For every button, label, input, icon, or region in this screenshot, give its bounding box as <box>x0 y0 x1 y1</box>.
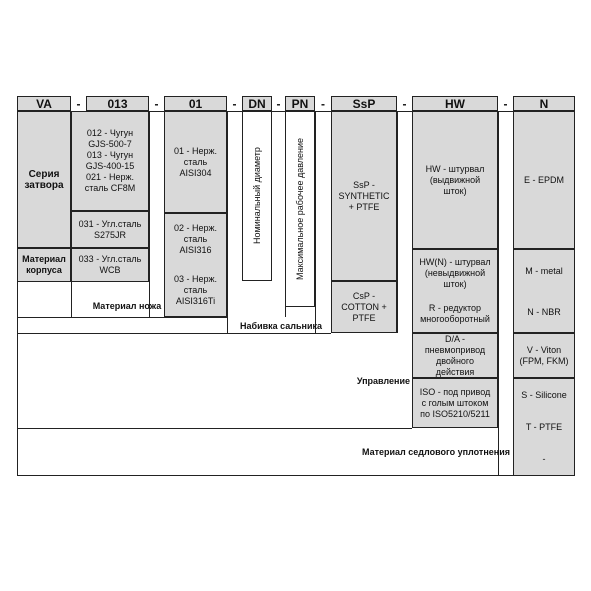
packing-item: CsP - COTTON + PTFE <box>331 281 397 333</box>
header-dash: - <box>503 96 508 111</box>
packing-label: Набивка сальника <box>240 320 322 331</box>
actuator-item: HW - штурвал (выдвижной шток) <box>412 111 498 249</box>
bracket-line <box>17 317 227 318</box>
pn-cell <box>285 111 315 307</box>
dn-cell <box>242 111 272 281</box>
dn-label: Номинальный диаметр <box>252 147 262 245</box>
body-material-item: 031 - Угл.сталь S275JR <box>71 211 149 248</box>
body-material-item: 012 - Чугун GJS-500-7 <box>86 128 134 149</box>
bracket-line <box>17 428 412 429</box>
actuator-item: R - редуктор многооборотный <box>420 303 490 325</box>
body-material-item: 033 - Угл.сталь WCB <box>71 248 149 282</box>
header-013: 013 <box>86 96 149 111</box>
bracket-line <box>149 111 150 317</box>
body-material-label: Материал корпуса <box>17 248 71 282</box>
body-material-group <box>71 111 149 211</box>
seal-item: M - metal <box>525 265 563 276</box>
pn-label: Максимальное рабочее давление <box>295 137 305 281</box>
body-material-item: 021 - Нерж. сталь CF8M <box>84 172 136 193</box>
seal-group <box>513 249 575 333</box>
body-material-item: 013 - Чугун GJS-400-15 <box>85 150 135 171</box>
header-ssp: SsP <box>331 96 397 111</box>
actuator-group <box>412 249 498 333</box>
header-dash: - <box>232 96 237 111</box>
seal-item: N - NBR <box>527 306 561 317</box>
bracket-line <box>227 111 228 333</box>
header-dn: DN <box>242 96 272 111</box>
header-pn: PN <box>285 96 315 111</box>
header-hw: HW <box>412 96 498 111</box>
header-dash: - <box>321 96 325 111</box>
header-dash: - <box>154 96 159 111</box>
bracket-line <box>17 333 331 334</box>
disc-material-item: 02 - Нерж. сталь AISI316 <box>173 223 218 255</box>
disc-material-item: 01 - Нерж. сталь AISI304 <box>164 111 227 213</box>
header-n: N <box>513 96 575 111</box>
bracket-line <box>498 111 499 476</box>
series-label: Серия затвора <box>17 111 71 248</box>
header-dash: - <box>402 96 407 111</box>
header-dash: - <box>276 96 281 111</box>
disc-material-label: Материал ножа <box>92 300 162 311</box>
seal-item: E - EPDM <box>513 111 575 249</box>
header-dash: - <box>76 96 81 111</box>
bracket-line <box>397 111 398 333</box>
seal-item: V - Viton (FPM, FKM) <box>513 333 575 378</box>
bracket-line <box>315 111 316 333</box>
actuator-item: ISO - под привод с голым штоком по ISO5210/5211 <box>412 378 498 428</box>
seal-group <box>513 378 575 476</box>
header-01: 01 <box>164 96 227 111</box>
seal-item: S - Silicone <box>521 390 567 400</box>
actuator-label: Управление <box>356 375 410 386</box>
header-va: VA <box>17 96 71 111</box>
seal-label: Материал седлового уплотнения <box>361 446 510 457</box>
actuator-item: HW(N) - штурвал (невыдвижной шток) <box>419 256 491 289</box>
disc-material-item: 03 - Нерж. сталь AISI316Ti <box>173 274 218 306</box>
seal-item: T - PTFE <box>525 422 563 432</box>
seal-item: - <box>542 454 546 464</box>
actuator-item: D/A - пневмопривод двойного действия <box>412 333 498 378</box>
packing-item: SsP - SYNTHETIC + PTFE <box>331 111 397 281</box>
